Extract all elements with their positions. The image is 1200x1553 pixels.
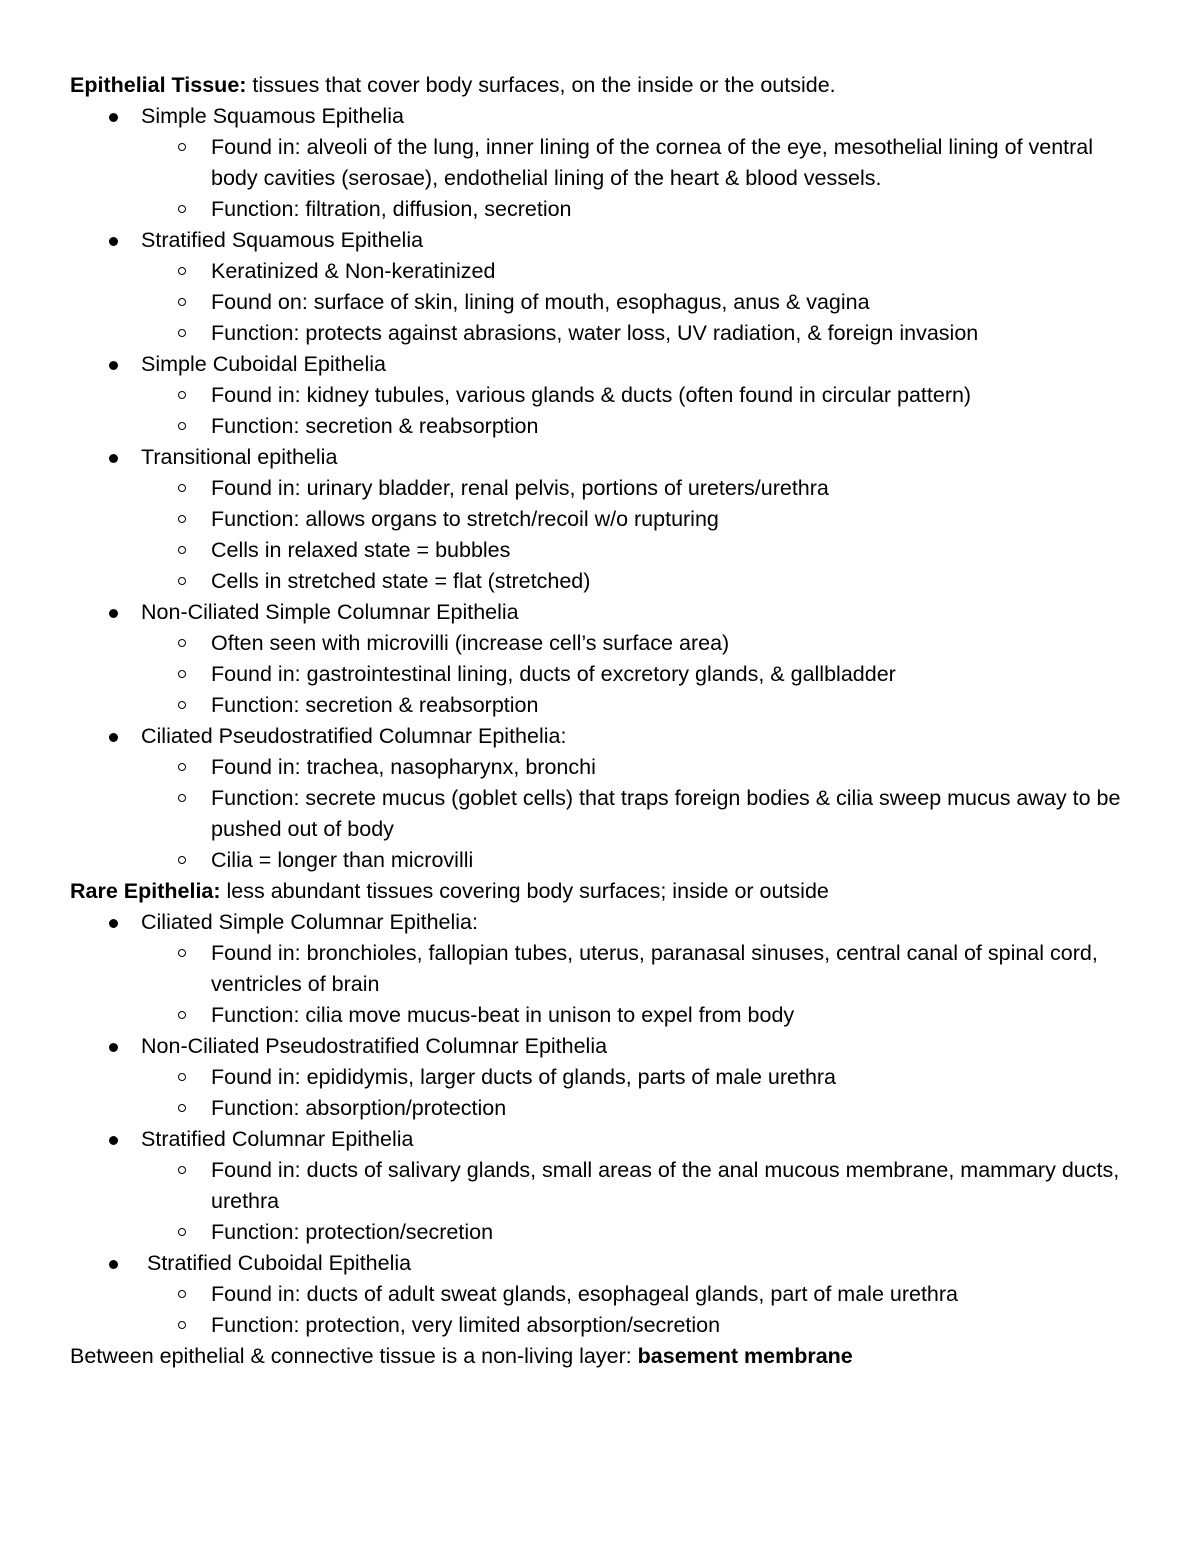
section-heading: Epithelial Tissue: xyxy=(70,73,247,97)
filled-bullet-icon xyxy=(109,113,118,122)
tissue-item-label: Stratified Columnar Epithelia xyxy=(141,1127,414,1151)
filled-bullet-icon xyxy=(109,733,118,742)
tissue-detail-text: Cilia = longer than microvilli xyxy=(211,848,474,872)
tissue-detail-text: Found in: bronchioles, fallopian tubes, uterus, paranasal sinuses, central canal of spinal cord, ventricles of brain xyxy=(211,941,1098,996)
tissue-detail-item xyxy=(70,1093,1140,1124)
tissue-detail-text: Function: allows organs to stretch/recoil w/o rupturing xyxy=(211,507,719,531)
tissue-detail-text: Cells in stretched state = flat (stretched) xyxy=(211,569,591,593)
tissue-detail-item xyxy=(70,287,1140,318)
hollow-bullet-icon xyxy=(178,763,186,771)
tissue-detail-item xyxy=(70,194,1140,225)
tissue-detail-text: Function: protection, very limited absorption/secretion xyxy=(211,1313,721,1337)
tissue-detail-item xyxy=(70,1279,1140,1310)
tissue-item xyxy=(70,597,1140,628)
filled-bullet-icon xyxy=(109,1043,118,1052)
tissue-item xyxy=(70,442,1140,473)
filled-bullet-icon xyxy=(109,237,118,246)
tissue-detail-text: Found in: ducts of adult sweat glands, esophageal glands, part of male urethra xyxy=(211,1282,958,1306)
tissue-detail-item xyxy=(70,535,1140,566)
tissue-detail-text: Function: secretion & reabsorption xyxy=(211,414,539,438)
tissue-detail-text: Found in: gastrointestinal lining, ducts of excretory glands, & gallbladder xyxy=(211,662,896,686)
tissue-list xyxy=(70,907,1140,1341)
tissue-item xyxy=(70,1248,1140,1279)
hollow-bullet-icon xyxy=(178,577,186,585)
tissue-item xyxy=(70,1124,1140,1155)
tissue-detail-item xyxy=(70,1000,1140,1031)
filled-bullet-icon xyxy=(109,454,118,463)
tissue-detail-item xyxy=(70,380,1140,411)
hollow-bullet-icon xyxy=(178,1166,186,1174)
tissue-detail-item xyxy=(70,566,1140,597)
section-description: tissues that cover body surfaces, on the inside or the outside. xyxy=(246,73,836,97)
section-heading: Rare Epithelia: xyxy=(70,879,221,903)
tissue-item-label: Ciliated Simple Columnar Epithelia: xyxy=(141,910,478,934)
tissue-item xyxy=(70,1031,1140,1062)
tissue-item-label: Transitional epithelia xyxy=(141,445,338,469)
tissue-detail-text: Found in: kidney tubules, various glands & ducts (often found in circular pattern) xyxy=(211,383,972,407)
hollow-bullet-icon xyxy=(178,298,186,306)
tissue-detail-item xyxy=(70,411,1140,442)
tissue-item xyxy=(70,349,1140,380)
hollow-bullet-icon xyxy=(178,143,186,151)
sections-container xyxy=(70,70,1140,1341)
hollow-bullet-icon xyxy=(178,670,186,678)
tissue-detail-item xyxy=(70,659,1140,690)
tissue-detail-item xyxy=(70,1155,1140,1217)
tissue-item-label: Non-Ciliated Simple Columnar Epithelia xyxy=(141,600,519,624)
hollow-bullet-icon xyxy=(178,856,186,864)
footer-bold-term: basement membrane xyxy=(637,1344,853,1368)
tissue-item xyxy=(70,225,1140,256)
tissue-detail-item xyxy=(70,132,1140,194)
tissue-detail-item xyxy=(70,783,1140,845)
tissue-item xyxy=(70,101,1140,132)
tissue-detail-text: Found in: epididymis, larger ducts of glands, parts of male urethra xyxy=(211,1065,837,1089)
filled-bullet-icon xyxy=(109,1136,118,1145)
tissue-detail-item xyxy=(70,473,1140,504)
tissue-detail-text: Found in: alveoli of the lung, inner lining of the cornea of the eye, mesothelial lining of ventral body cavities (serosae), endothelial lining of the heart & blood vessels. xyxy=(211,135,1094,190)
hollow-bullet-icon xyxy=(178,267,186,275)
tissue-detail-text: Function: secrete mucus (goblet cells) that traps foreign bodies & cilia sweep mucus away to be pushed out of body xyxy=(211,786,1121,841)
filled-bullet-icon xyxy=(109,361,118,370)
hollow-bullet-icon xyxy=(178,484,186,492)
tissue-detail-text: Often seen with microvilli (increase cell’s surface area) xyxy=(211,631,730,655)
hollow-bullet-icon xyxy=(178,949,186,957)
hollow-bullet-icon xyxy=(178,391,186,399)
tissue-detail-item xyxy=(70,845,1140,876)
tissue-detail-text: Function: protects against abrasions, water loss, UV radiation, & foreign invasion xyxy=(211,321,979,345)
tissue-item-label: Simple Cuboidal Epithelia xyxy=(141,352,387,376)
tissue-item xyxy=(70,721,1140,752)
tissue-detail-item xyxy=(70,690,1140,721)
hollow-bullet-icon xyxy=(178,205,186,213)
tissue-detail-text: Keratinized & Non-keratinized xyxy=(211,259,496,283)
section-heading-line xyxy=(70,876,1140,907)
hollow-bullet-icon xyxy=(178,329,186,337)
hollow-bullet-icon xyxy=(178,1228,186,1236)
tissue-detail-text: Found on: surface of skin, lining of mouth, esophagus, anus & vagina xyxy=(211,290,870,314)
filled-bullet-icon xyxy=(109,919,118,928)
hollow-bullet-icon xyxy=(178,1104,186,1112)
tissue-detail-item xyxy=(70,938,1140,1000)
hollow-bullet-icon xyxy=(178,1290,186,1298)
hollow-bullet-icon xyxy=(178,515,186,523)
hollow-bullet-icon xyxy=(178,794,186,802)
tissue-item-label: Non-Ciliated Pseudostratified Columnar Epithelia xyxy=(141,1034,608,1058)
tissue-detail-item xyxy=(70,1217,1140,1248)
tissue-item xyxy=(70,907,1140,938)
tissue-detail-item xyxy=(70,752,1140,783)
filled-bullet-icon xyxy=(109,609,118,618)
tissue-item-label: Stratified Squamous Epithelia xyxy=(141,228,424,252)
tissue-detail-item xyxy=(70,1310,1140,1341)
tissue-detail-item xyxy=(70,256,1140,287)
section-heading-line xyxy=(70,70,1140,101)
tissue-list xyxy=(70,101,1140,876)
tissue-detail-text: Function: protection/secretion xyxy=(211,1220,494,1244)
tissue-detail-text: Function: cilia move mucus-beat in unison to expel from body xyxy=(211,1003,795,1027)
document-page xyxy=(70,70,1140,1372)
tissue-item-label: Ciliated Pseudostratified Columnar Epithelia: xyxy=(141,724,567,748)
tissue-item-label: Stratified Cuboidal Epithelia xyxy=(141,1251,412,1275)
tissue-detail-item xyxy=(70,628,1140,659)
footer-text: Between epithelial & connective tissue is a non-living layer: xyxy=(70,1344,638,1368)
tissue-detail-item xyxy=(70,1062,1140,1093)
hollow-bullet-icon xyxy=(178,1011,186,1019)
tissue-detail-text: Found in: ducts of salivary glands, small areas of the anal mucous membrane, mammary ducts, urethra xyxy=(211,1158,1120,1213)
tissue-detail-item xyxy=(70,318,1140,349)
hollow-bullet-icon xyxy=(178,1073,186,1081)
hollow-bullet-icon xyxy=(178,546,186,554)
hollow-bullet-icon xyxy=(178,639,186,647)
hollow-bullet-icon xyxy=(178,422,186,430)
tissue-detail-item xyxy=(70,504,1140,535)
tissue-detail-text: Found in: trachea, nasopharynx, bronchi xyxy=(211,755,596,779)
tissue-detail-text: Cells in relaxed state = bubbles xyxy=(211,538,511,562)
tissue-detail-text: Found in: urinary bladder, renal pelvis, portions of ureters/urethra xyxy=(211,476,829,500)
hollow-bullet-icon xyxy=(178,1321,186,1329)
filled-bullet-icon xyxy=(109,1260,118,1269)
tissue-detail-text: Function: filtration, diffusion, secretion xyxy=(211,197,572,221)
tissue-item-label: Simple Squamous Epithelia xyxy=(141,104,404,128)
tissue-detail-text: Function: absorption/protection xyxy=(211,1096,507,1120)
footer-line xyxy=(70,1341,1140,1372)
tissue-detail-text: Function: secretion & reabsorption xyxy=(211,693,539,717)
section-description: less abundant tissues covering body surfaces; inside or outside xyxy=(220,879,829,903)
hollow-bullet-icon xyxy=(178,701,186,709)
